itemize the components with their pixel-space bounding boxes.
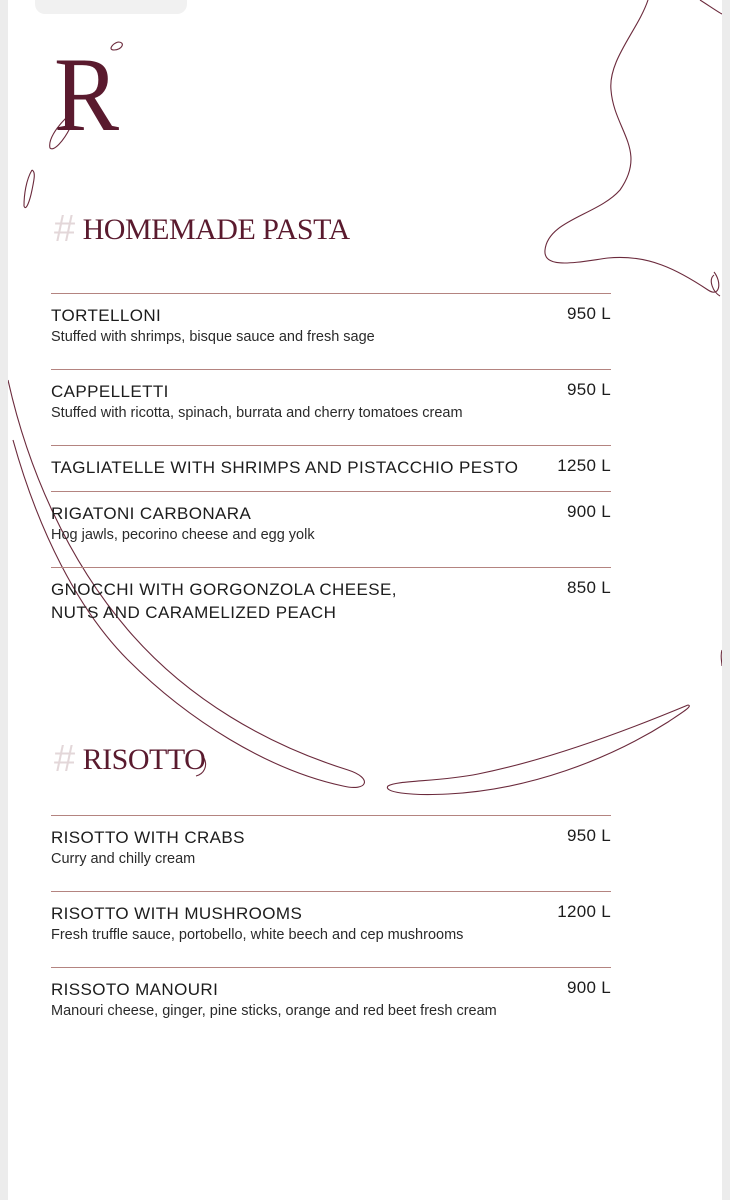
item-price: 900 L (566, 978, 611, 997)
item-price: 1250 L (557, 456, 611, 475)
top-toolbar[interactable] (35, 0, 187, 14)
item-name: RISOTTO WITH MUSHROOMS (51, 904, 303, 923)
section-title-text: RISOTTO (82, 742, 206, 776)
logo-letter: R (54, 36, 120, 153)
menu-item (51, 369, 611, 445)
menu-page (8, 0, 722, 1200)
menu-list-pasta (51, 293, 611, 628)
item-name: RIGATONI CARBONARA (51, 504, 252, 523)
item-price: 950 L (566, 380, 611, 399)
item-name: TAGLIATELLE WITH SHRIMPS AND PISTACCHIO PESTO (51, 458, 519, 477)
section-title-text: HOMEMADE PASTA (82, 212, 350, 246)
item-description: Stuffed with shrimps, bisque sauce and fresh sage (51, 329, 375, 345)
item-name: TORTELLONI (51, 306, 162, 325)
item-description: Curry and chilly cream (51, 851, 196, 867)
item-price: 950 L (566, 826, 611, 845)
section-title-risotto (54, 738, 205, 781)
menu-item (51, 967, 611, 1043)
item-description: Manouri cheese, ginger, pine sticks, orange and red beet fresh cream (51, 1003, 497, 1019)
item-description: Hog jawls, pecorino cheese and egg yolk (51, 527, 315, 543)
menu-item (51, 293, 611, 369)
menu-item (51, 491, 611, 567)
menu-list-risotto (51, 815, 611, 1043)
item-description: Fresh truffle sauce, portobello, white beech and cep mushrooms (51, 927, 464, 943)
section-title-pasta (54, 208, 350, 251)
item-price: 950 L (566, 304, 611, 323)
hash-symbol: # (54, 738, 75, 780)
menu-item (51, 815, 611, 891)
item-price: 1200 L (557, 902, 611, 921)
item-price: 850 L (566, 578, 611, 597)
menu-item (51, 445, 611, 491)
item-name: RISOTTO WITH CRABS (51, 828, 245, 847)
item-description: Stuffed with ricotta, spinach, burrata and cherry tomatoes cream (51, 405, 463, 421)
item-name: GNOCCHI WITH GORGONZOLA CHEESE, NUTS AND CARAMELIZED PEACH (51, 580, 397, 622)
menu-item (51, 891, 611, 967)
menu-item (51, 567, 611, 628)
hash-symbol: # (54, 208, 75, 250)
item-price: 900 L (566, 502, 611, 521)
item-name: CAPPELLETTI (51, 382, 169, 401)
item-name: RISSOTO MANOURI (51, 980, 219, 999)
restaurant-logo (44, 38, 154, 154)
